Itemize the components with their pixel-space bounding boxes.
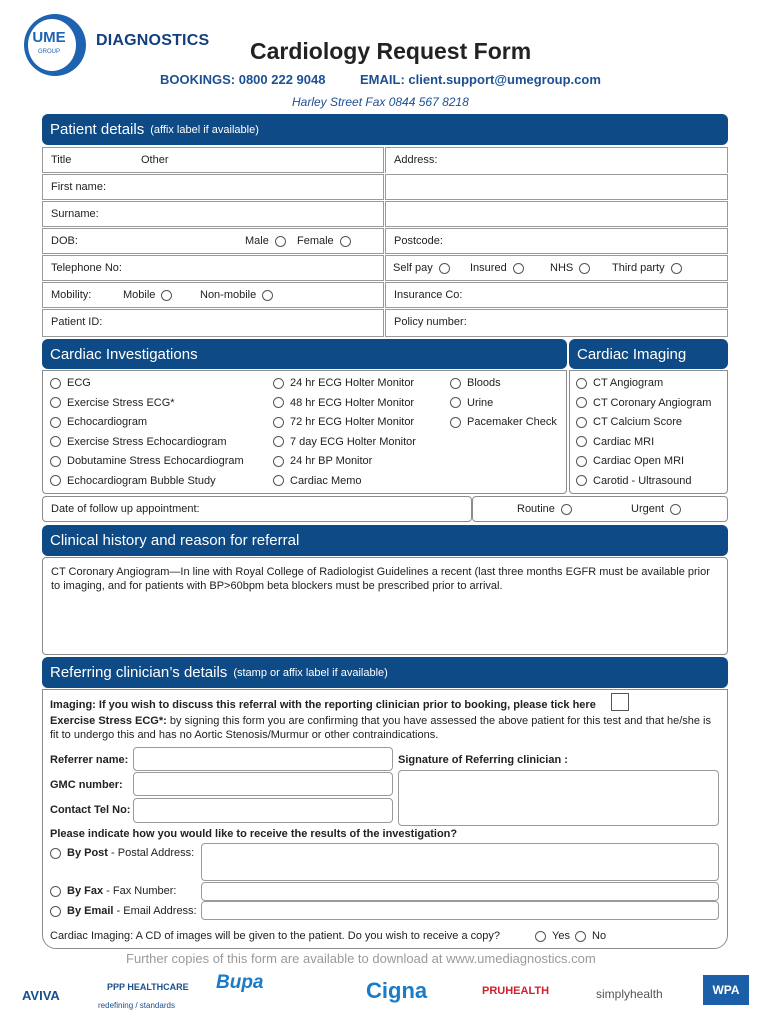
investigation-radio[interactable] — [273, 378, 284, 389]
investigation-label: Exercise Stress Echocardiogram — [67, 435, 227, 448]
discuss-checkbox[interactable] — [611, 693, 629, 711]
investigation-radio[interactable] — [273, 456, 284, 467]
clinical-history-field[interactable] — [42, 557, 728, 655]
address-field[interactable] — [385, 147, 728, 173]
gmc-number-label: GMC number: — [50, 779, 123, 791]
clinical-history-text: CT Coronary Angiogram—In line with Royal College of Radiologist Guidelines a recent (last three months EGFR must be available prior to imaging, and for patients with BP>60bpm beta blockers must be prescribed prior to arrival. — [51, 566, 710, 592]
by-post-option[interactable] — [50, 847, 194, 859]
investigation-radio[interactable] — [273, 475, 284, 486]
investigation-label: 48 hr ECG Holter Monitor — [290, 396, 415, 409]
investigation-label: Echocardiogram — [67, 416, 148, 428]
by-post-label: By Post — [67, 847, 108, 859]
signature-input[interactable] — [398, 770, 719, 826]
ess-bold: Exercise Stress ECG*: — [50, 715, 167, 727]
investigation-label: Cardiac Memo — [290, 474, 362, 487]
investigation-label: Urine — [467, 396, 494, 409]
logo-sub: GROUP — [37, 49, 61, 55]
payment-type-field — [385, 255, 728, 281]
investigation-label: Echocardiogram Bubble Study — [67, 474, 216, 487]
brand-name: DIAGNOSTICS — [96, 32, 210, 49]
redefining-standards: redefining / standards — [98, 1001, 175, 1010]
by-fax-option[interactable] — [50, 885, 176, 897]
cardiac-imaging-header — [569, 339, 728, 369]
fax-number-input[interactable] — [201, 882, 719, 901]
investigation-radio[interactable] — [450, 417, 461, 428]
by-fax-label: By Fax — [67, 885, 104, 897]
aviva-logo: AVIVA — [22, 988, 60, 1003]
male-radio[interactable] — [275, 236, 286, 247]
clinical-history-title: Clinical history and reason for referral — [50, 532, 300, 549]
patient-id-field[interactable] — [42, 309, 384, 337]
mobile-label: Mobile — [123, 289, 156, 301]
simplyhealth-logo: simplyhealth — [596, 987, 663, 1001]
policy-number-label: Policy number: — [394, 316, 467, 328]
investigation-radio[interactable] — [273, 397, 284, 408]
investigation-label: 24 hr ECG Holter Monitor — [290, 377, 415, 389]
wpa-logo: WPA — [703, 975, 749, 1005]
contact-tel-label: Contact Tel No: — [50, 804, 131, 816]
contact-email[interactable]: EMAIL: client.support@umegroup.com — [360, 72, 601, 87]
imaging-label: Cardiac MRI — [593, 435, 655, 448]
routine-label: Routine — [517, 503, 555, 515]
insured-option[interactable] — [470, 262, 524, 274]
investigation-option[interactable] — [50, 416, 147, 428]
first-name-field[interactable] — [42, 174, 384, 200]
non-mobile-label: Non-mobile — [200, 289, 257, 301]
by-email-sublabel: - Email Address: — [116, 905, 197, 917]
cd-yes-radio[interactable] — [535, 931, 546, 942]
insurance-co-label: Insurance Co: — [394, 289, 463, 301]
imaging-radio[interactable] — [576, 456, 587, 467]
mobility-field — [42, 282, 384, 308]
self-pay-radio[interactable] — [439, 263, 450, 274]
male-label: Male — [245, 235, 269, 247]
dob-label: DOB: — [51, 235, 78, 247]
cd-yes-option[interactable] — [535, 930, 570, 942]
investigation-radio[interactable] — [50, 397, 61, 408]
bookings-phone: BOOKINGS: 0800 222 9048 — [160, 72, 326, 87]
investigation-label: Pacemaker Check — [467, 416, 557, 428]
patient-details-header — [42, 114, 728, 145]
referring-clinician-title: Referring clinician’s details — [50, 664, 228, 681]
address-line-2[interactable] — [385, 174, 728, 200]
surname-label: Surname: — [51, 208, 99, 220]
investigation-label: ECG — [67, 377, 91, 389]
investigation-radio[interactable] — [273, 436, 284, 447]
policy-number-field[interactable] — [385, 309, 728, 337]
investigation-radio[interactable] — [450, 397, 461, 408]
telephone-label: Telephone No: — [51, 262, 122, 274]
investigation-option[interactable] — [50, 397, 175, 409]
imaging-label: Carotid - Ultrasound — [593, 474, 692, 487]
investigation-option[interactable] — [50, 436, 227, 448]
clinical-history-header — [42, 525, 728, 556]
third-party-radio[interactable] — [671, 263, 682, 274]
cd-no-option[interactable] — [575, 930, 606, 942]
imaging-radio[interactable] — [576, 475, 587, 486]
gmc-number-input[interactable] — [133, 772, 393, 796]
results-question: Please indicate how you would like to receive the results of the investigation? — [50, 828, 458, 840]
imaging-option[interactable] — [576, 416, 682, 428]
nhs-option[interactable] — [550, 262, 590, 274]
investigation-label: 7 day ECG Holter Monitor — [290, 435, 416, 448]
imaging-label: CT Coronary Angiogram — [593, 396, 712, 409]
by-email-label: By Email — [67, 905, 114, 917]
download-note: Further copies of this form are available to download at www.umediagnostics.com — [126, 951, 596, 966]
imaging-label: CT Angiogram — [593, 377, 664, 389]
imaging-note: Imaging: If you wish to discuss this referral with the reporting clinician prior to booking, please tick here — [50, 699, 596, 711]
female-label: Female — [297, 235, 334, 247]
investigation-option[interactable] — [273, 416, 414, 428]
postal-address-input[interactable] — [201, 843, 719, 881]
referrer-name-label: Referrer name: — [50, 754, 129, 766]
telephone-field[interactable] — [42, 255, 384, 281]
imaging-option[interactable] — [576, 377, 663, 389]
investigation-option[interactable] — [450, 377, 501, 389]
patient-id-label: Patient ID: — [51, 316, 103, 328]
page-title: Cardiology Request Form — [250, 38, 532, 64]
cd-no-radio[interactable] — [575, 931, 586, 942]
routine-radio[interactable] — [561, 504, 572, 515]
cardiac-imaging-title: Cardiac Imaging — [577, 345, 687, 363]
imaging-label: Cardiac Open MRI — [593, 455, 685, 467]
title-label: Title — [51, 154, 72, 166]
female-radio[interactable] — [340, 236, 351, 247]
urgent-label: Urgent — [631, 503, 665, 515]
investigation-option[interactable] — [273, 436, 416, 448]
cd-no-label: No — [592, 930, 607, 942]
follow-up-label: Date of follow up appointment: — [51, 503, 200, 515]
patient-details-title: Patient details — [50, 121, 145, 138]
investigation-label: 24 hr BP Monitor — [290, 455, 373, 467]
imaging-label: CT Calcium Score — [593, 416, 683, 428]
postcode-field[interactable] — [385, 228, 728, 254]
title-field[interactable] — [42, 147, 384, 173]
imaging-option[interactable] — [576, 436, 654, 448]
pruhealth-logo: PRUHEALTH — [482, 985, 550, 997]
imaging-radio[interactable] — [576, 378, 587, 389]
investigation-option[interactable] — [450, 397, 493, 409]
signature-label: Signature of Referring clinician : — [398, 754, 568, 766]
investigation-radio[interactable] — [50, 417, 61, 428]
investigation-option[interactable] — [50, 475, 216, 487]
referring-clinician-note: (stamp or affix label if available) — [233, 666, 388, 679]
imaging-option[interactable] — [576, 475, 691, 487]
ppp-healthcare-logo: PPP HEALTHCARE — [107, 982, 189, 992]
by-post-sublabel: - Postal Address: — [111, 847, 195, 859]
urgent-radio[interactable] — [670, 504, 681, 515]
investigation-radio[interactable] — [50, 475, 61, 486]
by-email-option[interactable] — [50, 905, 197, 917]
ess-text: by signing this form you are confirming that you have assessed the above patient for this test and that he/she is fit to undergo this and has no Aortic Stenosis/Murmur or other contraindications. — [50, 715, 712, 741]
third-party-option[interactable] — [612, 262, 682, 274]
cardiac-investigations-title: Cardiac Investigations — [50, 345, 198, 363]
cardiac-investigations-header — [42, 339, 567, 369]
follow-up-field[interactable] — [42, 496, 472, 522]
by-fax-sublabel: - Fax Number: — [106, 885, 177, 897]
first-name-label: First name: — [51, 181, 107, 193]
patient-details-note: (affix label if available) — [150, 123, 259, 136]
investigation-radio[interactable] — [450, 378, 461, 389]
urgent-option[interactable] — [631, 503, 681, 515]
cd-yes-label: Yes — [552, 930, 570, 942]
investigation-option[interactable] — [273, 377, 414, 389]
ume-logo — [22, 12, 88, 78]
fax-number: Harley Street Fax 0844 567 8218 — [292, 95, 469, 109]
contact-tel-input[interactable] — [133, 798, 393, 823]
investigation-option[interactable] — [50, 455, 244, 467]
investigation-radio[interactable] — [273, 417, 284, 428]
self-pay-label: Self pay — [393, 262, 433, 274]
male-option[interactable] — [245, 235, 286, 247]
exercise-stress-note — [50, 714, 720, 742]
by-email-radio[interactable] — [50, 906, 61, 917]
dob-field[interactable] — [42, 228, 384, 254]
third-party-label: Third party — [612, 262, 665, 274]
non-mobile-option[interactable] — [200, 289, 273, 301]
nhs-label: NHS — [550, 262, 574, 274]
self-pay-option[interactable] — [393, 262, 450, 274]
email-address-input[interactable] — [201, 901, 719, 920]
imaging-radio[interactable] — [576, 436, 587, 447]
investigation-radio[interactable] — [50, 378, 61, 389]
address-label: Address: — [394, 154, 438, 166]
mobile-option[interactable] — [123, 289, 172, 301]
referring-clinician-header — [42, 657, 728, 688]
routine-option[interactable] — [517, 503, 572, 515]
investigation-option[interactable] — [273, 455, 372, 467]
cigna-logo: Cigna — [366, 978, 428, 1003]
female-option[interactable] — [297, 235, 351, 247]
other-label: Other — [141, 154, 169, 166]
imaging-radio[interactable] — [576, 397, 587, 408]
imaging-radio[interactable] — [576, 417, 587, 428]
imaging-option[interactable] — [576, 397, 711, 409]
investigation-label: Dobutamine Stress Echocardiogram — [67, 455, 244, 467]
surname-field[interactable] — [42, 201, 384, 227]
by-fax-radio[interactable] — [50, 886, 61, 897]
investigation-option[interactable] — [273, 475, 362, 487]
non-mobile-radio[interactable] — [262, 290, 273, 301]
investigation-option[interactable] — [50, 377, 91, 389]
insurance-co-field[interactable] — [385, 282, 728, 308]
investigation-option[interactable] — [450, 416, 557, 428]
logo-text: UME — [32, 29, 66, 46]
investigation-radio[interactable] — [50, 436, 61, 447]
cd-question: Cardiac Imaging: A CD of images will be given to the patient. Do you wish to receive a copy? — [50, 930, 501, 942]
referrer-name-input[interactable] — [133, 747, 393, 771]
imaging-option[interactable] — [576, 455, 684, 467]
investigation-label: Bloods — [467, 377, 501, 389]
postcode-label: Postcode: — [394, 235, 443, 247]
priority-field — [472, 496, 728, 522]
investigation-radio[interactable] — [50, 456, 61, 467]
nhs-radio[interactable] — [579, 263, 590, 274]
mobility-label: Mobility: — [51, 289, 92, 301]
insured-label: Insured — [470, 262, 507, 274]
investigation-option[interactable] — [273, 397, 414, 409]
bupa-logo: Bupa — [216, 972, 264, 993]
insured-radio[interactable] — [513, 263, 524, 274]
mobile-radio[interactable] — [161, 290, 172, 301]
by-post-radio[interactable] — [50, 848, 61, 859]
investigation-label: Exercise Stress ECG* — [67, 396, 175, 409]
investigation-label: 72 hr ECG Holter Monitor — [290, 416, 415, 428]
address-line-3[interactable] — [385, 201, 728, 227]
